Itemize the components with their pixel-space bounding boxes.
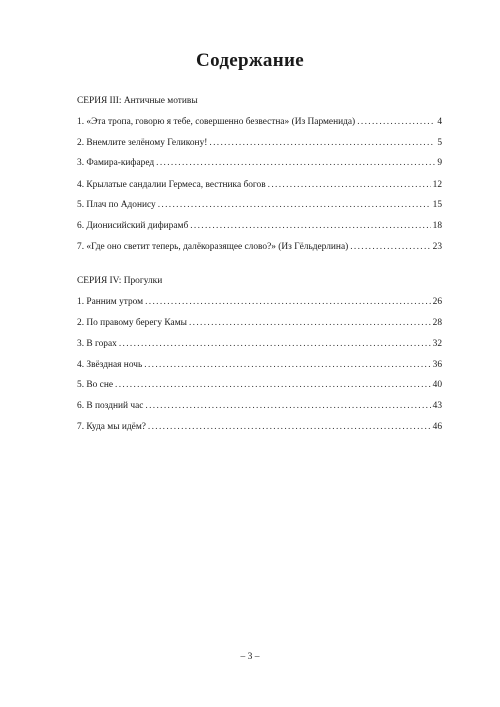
- toc-entry[interactable]: [77, 117, 442, 130]
- toc-entry[interactable]: [77, 380, 442, 393]
- dot-leader: [145, 401, 430, 411]
- dot-leader: [350, 242, 430, 252]
- toc-entry-page: 4: [437, 117, 442, 127]
- toc-entry[interactable]: [77, 180, 442, 193]
- dot-leader: [156, 158, 435, 168]
- toc-entry[interactable]: [77, 221, 442, 234]
- toc-entry-title: 4. Звёздная ночь: [77, 360, 143, 370]
- toc-entry[interactable]: [77, 360, 442, 373]
- toc-entry-title: 6. Дионисийский дифирамб: [77, 221, 189, 231]
- series-heading: СЕРИЯ III: Античные мотивы: [77, 96, 198, 106]
- dot-leader: [119, 339, 431, 349]
- toc-entry-page: 26: [432, 297, 442, 307]
- toc-entry-page: 28: [432, 318, 442, 328]
- toc-entry-title: 5. Плач по Адонису: [77, 200, 156, 210]
- dot-leader: [209, 138, 435, 148]
- toc-entry[interactable]: [77, 297, 442, 310]
- dot-leader: [144, 360, 430, 370]
- toc-entry[interactable]: [77, 200, 442, 213]
- series-heading: СЕРИЯ IV: Прогулки: [77, 276, 163, 286]
- toc-entry-page: 36: [432, 360, 442, 370]
- page-number: – 3 –: [240, 652, 260, 662]
- toc-entry-title: 7. «Где оно светит теперь, далёкоразящее слово?» (Из Гёльдерлина): [77, 242, 349, 252]
- toc-entry-title: 2. Внемлите зелёному Геликону!: [77, 138, 208, 148]
- toc-entry-title: 7. Куда мы идём?: [77, 422, 146, 432]
- dot-leader: [115, 380, 431, 390]
- toc-entry[interactable]: [77, 422, 442, 435]
- toc-entry-page: 43: [432, 401, 442, 411]
- dot-leader: [189, 318, 431, 328]
- toc-entry[interactable]: [77, 339, 442, 352]
- dot-leader: [357, 117, 435, 127]
- toc-entry-title: 1. «Эта тропа, говорю я тебе, совершенно безвестна» (Из Парменида): [77, 117, 356, 127]
- dot-leader: [268, 180, 431, 190]
- page-title: Содержание: [196, 50, 304, 71]
- dot-leader: [158, 200, 431, 210]
- toc-entry-title: 6. В поздний час: [77, 401, 144, 411]
- toc-entry[interactable]: [77, 401, 442, 414]
- toc-entry[interactable]: [77, 318, 442, 331]
- toc-entry-page: 9: [437, 158, 442, 168]
- dot-leader: [148, 422, 431, 432]
- toc-entry-title: 3. Фамира-кифаред: [77, 158, 155, 168]
- toc-entry-page: 12: [432, 180, 442, 190]
- dot-leader: [190, 221, 430, 231]
- toc-entry-page: 15: [432, 200, 442, 210]
- toc-entry-title: 5. Во сне: [77, 380, 113, 390]
- toc-entry-title: 4. Крылатые сандалии Гермеса, вестника богов: [77, 180, 266, 190]
- toc-entry-page: 18: [432, 221, 442, 231]
- toc-entry[interactable]: [77, 138, 442, 151]
- toc-entry-title: 2. По правому берегу Камы: [77, 318, 187, 328]
- toc-entry-title: 3. В горах: [77, 339, 117, 349]
- toc-entry-page: 46: [432, 422, 442, 432]
- toc-entry-page: 32: [432, 339, 442, 349]
- toc-entry-title: 1. Ранним утром: [77, 297, 144, 307]
- dot-leader: [145, 297, 431, 307]
- toc-entry-page: 23: [432, 242, 442, 252]
- toc-entry[interactable]: [77, 158, 442, 171]
- toc-entry[interactable]: [77, 242, 442, 255]
- toc-entry-page: 5: [437, 138, 442, 148]
- toc-entry-page: 40: [432, 380, 442, 390]
